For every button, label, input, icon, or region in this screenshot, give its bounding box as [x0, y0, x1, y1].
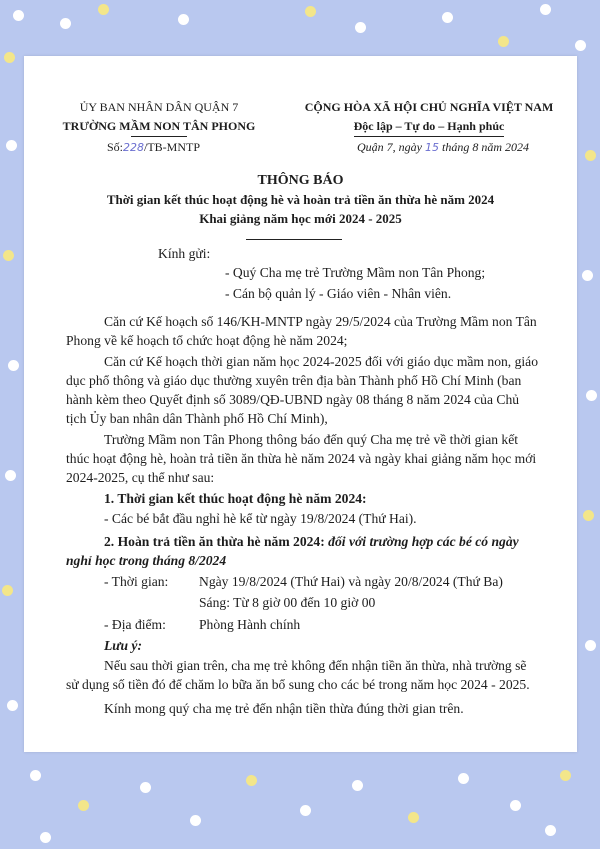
time-label: - Thời gian: — [104, 574, 169, 589]
national-motto: Độc lập – Tự do – Hạnh phúc — [353, 119, 505, 133]
handwritten-number: 228 — [123, 141, 145, 154]
document-subtitle-line1: Thời gian kết thúc hoạt động hè và hoàn trả tiền ăn thừa hè năm 2024 — [106, 192, 495, 207]
handwritten-day: 15 — [425, 141, 439, 154]
para3-line1: Trường Mầm non Tân Phong thông báo đến quý Cha mẹ trẻ về thời gian kết — [104, 432, 519, 447]
section2-heading-line — [104, 532, 519, 551]
number-suffix: /TB-MNTP — [144, 140, 201, 154]
document-paper — [24, 56, 577, 752]
date-prefix: Quận 7, ngày — [357, 140, 422, 154]
place-label: - Địa điểm: — [104, 617, 166, 632]
school-name: TRƯỜNG MẦM NON TÂN PHONG — [62, 119, 256, 133]
date-suffix: tháng 8 năm 2024 — [442, 140, 529, 154]
recipient-parents: - Quý Cha mẹ trẻ Trường Mầm non Tân Phong; — [225, 265, 486, 280]
nation-name: CỘNG HÒA XÃ HỘI CHỦ NGHĨA VIỆT NAM — [304, 100, 554, 114]
section2-note-line2: nghỉ học trong tháng 8/2024 — [66, 553, 227, 568]
para1-line1: Căn cứ Kế hoạch số 146/KH-MNTP ngày 29/5/2024 của Trường Mầm non Tân — [104, 314, 537, 329]
para2-line3: hành kèm theo Quyết định số 3089/QĐ-UBND ngày 08 tháng 8 năm 2024 của Chủ — [66, 392, 520, 407]
para3-line2: thúc hoạt động hè, hoàn trả tiền ăn thừa hè năm 2024 và ngày khai giảng năm học mới — [66, 451, 537, 466]
greeting: Kính gửi: — [158, 246, 211, 261]
recipient-staff: - Cán bộ quản lý - Giáo viên - Nhân viên. — [225, 286, 452, 301]
para2-line4: tịch Ủy ban nhân dân Thành phố Hồ Chí Minh), — [66, 411, 328, 426]
number-prefix: Số: — [107, 140, 124, 154]
place-value: Phòng Hành chính — [199, 617, 301, 632]
note-heading: Lưu ý: — [104, 638, 142, 653]
section2-heading: 2. Hoàn trả tiền ăn thừa hè năm 2024: — [104, 534, 325, 549]
document-title: THÔNG BÁO — [257, 173, 344, 188]
closing-sentence: Kính mong quý cha mẹ trẻ đến nhận tiền thừa đúng thời gian trên. — [104, 701, 464, 716]
document-number — [107, 140, 200, 155]
left-header-underline — [131, 136, 187, 137]
time-value: Ngày 19/8/2024 (Thứ Hai) và ngày 20/8/2024 (Thứ Ba) — [199, 574, 503, 589]
issue-date — [357, 140, 529, 155]
section1-heading: 1. Thời gian kết thúc hoạt động hè năm 2024: — [104, 491, 367, 506]
title-separator — [246, 239, 342, 240]
para3-line3: 2024-2025, cụ thể như sau: — [66, 470, 215, 485]
section2-note-line1: đối với trường hợp các bé có ngày — [328, 534, 519, 549]
note-line2: sử dụng số tiền đó để chăm lo bữa ăn bổ sung cho các bé trong năm học 2024 - 2025. — [66, 677, 530, 692]
time-hours: Sáng: Từ 8 giờ 00 đến 10 giờ 00 — [199, 595, 376, 610]
issuing-authority: ỦY BAN NHÂN DÂN QUẬN 7 — [79, 100, 239, 114]
para2-line1: Căn cứ Kế hoạch thời gian năm học 2024-2025 đối với giáo dục mầm non, giáo — [104, 354, 538, 369]
note-line1: Nếu sau thời gian trên, cha mẹ trẻ không đến nhận tiền ăn thừa, nhà trường sẽ — [104, 658, 527, 673]
motto-underline — [354, 136, 504, 137]
section1-item: - Các bé bắt đầu nghỉ hè kể từ ngày 19/8/2024 (Thứ Hai). — [104, 511, 417, 526]
para2-line2: dục phổ thông và giáo dục thường xuyên trên địa bàn Thành phố Hồ Chí Minh (ban — [66, 373, 522, 388]
para1-line2: Phong về kế hoạch tổ chức hoạt động hè năm 2024; — [66, 333, 348, 348]
document-subtitle-line2: Khai giảng năm học mới 2024 - 2025 — [199, 211, 402, 226]
